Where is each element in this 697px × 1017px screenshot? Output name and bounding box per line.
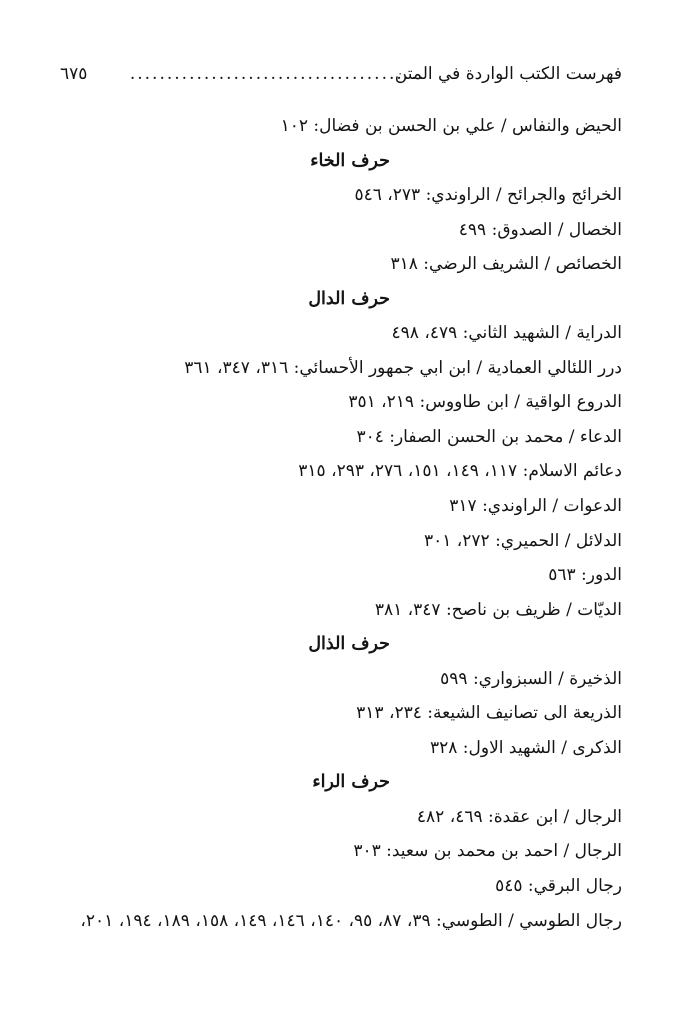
index-entry: الدروع الواقية / ابن طاووس: ٢١٩، ٣٥١ (348, 392, 622, 413)
index-entry: درر اللئالي العمادية / ابن ابي جمهور الأحسائي: ٣١٦، ٣٤٧، ٣٦١ (184, 357, 622, 378)
index-entry: الخصال / الصدوق: ٤٩٩ (458, 219, 622, 240)
index-entry: الذخيرة / السبزواري: ٥٩٩ (440, 668, 622, 689)
section-heading: حرف الخاء (310, 150, 390, 171)
index-entry: الرجال / احمد بن محمد بن سعيد: ٣٠٣ (353, 841, 622, 862)
index-entry: الخرائج والجرائح / الراوندي: ٢٧٣، ٥٤٦ (354, 185, 622, 206)
index-entry: رجال الطوسي / الطوسي: ٣٩، ٨٧، ٩٥، ١٤٠، ١٤٦، ١٤٩، ١٥٨، ١٨٩، ١٩٤، ٢٠١، (80, 910, 622, 931)
index-entry: الدراية / الشهيد الثاني: ٤٧٩، ٤٩٨ (391, 323, 622, 344)
index-entry: الديّات / ظريف بن ناصح: ٣٤٧، ٣٨١ (374, 599, 622, 620)
running-header (60, 60, 622, 90)
index-entry: الخصائص / الشريف الرضي: ٣١٨ (390, 254, 622, 275)
index-entry: الحيض والنفاس / علي بن الحسن بن فضال: ١٠٢ (280, 116, 622, 136)
index-entries (42, 109, 622, 938)
index-entry: دعائم الاسلام: ١١٧، ١٤٩، ١٥١، ٢٧٦، ٢٩٣، ٣١٥ (298, 461, 622, 482)
section-heading: حرف الدال (308, 288, 390, 309)
index-entry: الدور: ٥٦٣ (548, 565, 622, 586)
index-entry: الدعوات / الراوندي: ٣١٧ (449, 496, 622, 517)
index-entry: الذكرى / الشهيد الاول: ٣٢٨ (429, 737, 622, 758)
index-entry: الدلائل / الحميري: ٢٧٢، ٣٠١ (423, 530, 622, 551)
header-title: فهرست الكتب الواردة في المتن (394, 64, 622, 84)
section-heading: حرف الذال (308, 634, 390, 655)
index-entry: رجال البرقي: ٥٤٥ (495, 876, 622, 897)
index-entry: الرجال / ابن عقدة: ٤٦٩، ٤٨٢ (416, 806, 622, 827)
index-entry: الذريعة الى تصانيف الشيعة: ٢٣٤، ٣١٣ (356, 703, 622, 724)
header-leader-dots: ........................................ (129, 64, 426, 84)
index-entry: الدعاء / محمد بن الحسن الصفار: ٣٠٤ (356, 426, 622, 447)
page-number: ٦٧٥ (60, 64, 88, 84)
section-heading: حرف الراء (312, 772, 390, 793)
